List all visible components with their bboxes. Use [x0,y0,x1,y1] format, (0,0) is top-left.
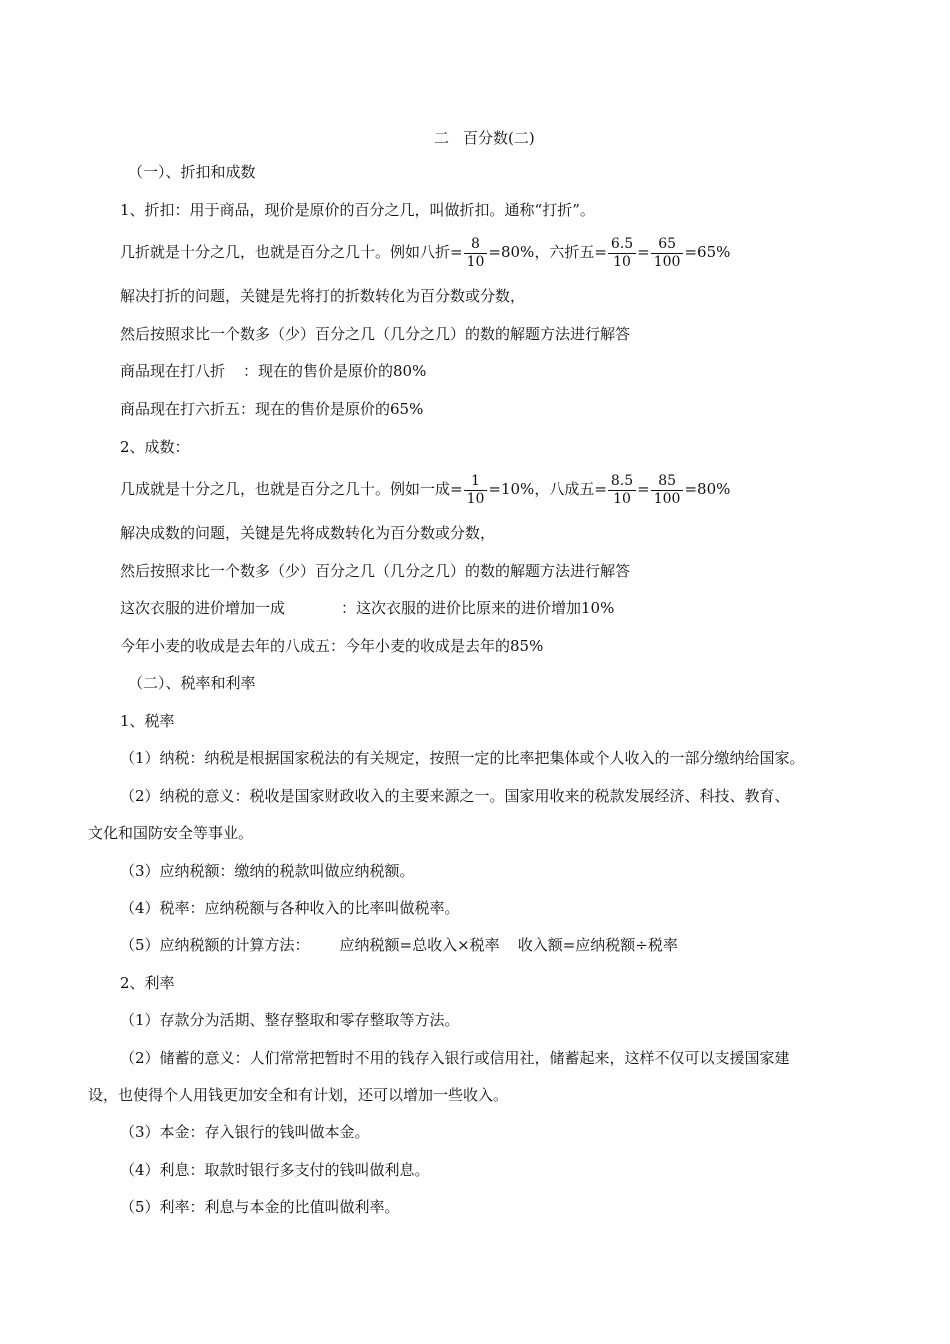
fraction [608,236,636,271]
tax-item-3: （3）应纳税额：缴纳的税款叫做应纳税额。 [120,862,415,880]
example-line [120,361,426,381]
cheng-example-formula [120,467,730,511]
example-term: 这次衣服的进价增加一成 [120,599,286,617]
interest-item-3: （3）本金：存入银行的钱叫做本金。 [120,1123,370,1141]
fraction [464,236,488,271]
numerator: 85 [651,473,684,491]
equals-sign: = [637,243,650,261]
formula-text: 几成就是十分之几，也就是百分之几十。例如一成= [120,480,463,498]
example-term: 商品现在打八折 [120,362,226,380]
equals-sign: = [637,480,650,498]
discount-definition: 1、折扣：用于商品，现价是原价的百分之几，叫做折扣。通称“打折”。 [120,201,595,219]
example-meaning: ：这次衣服的进价比原来的进价增加10% [341,599,615,617]
chapter-number: 二 [434,129,450,147]
tax-item-5 [120,935,678,955]
tax-item-1: （1）纳税：纳税是根据国家税法的有关规定，按照一定的比率把集体或个人收入的一部分缴纳给国家。 [120,749,805,767]
example-meaning: ：现在的售价是原价的80% [243,362,427,380]
formula-text: =10%，八成五= [488,480,607,498]
numerator: 1 [464,473,488,491]
example-line: 商品现在打六折五：现在的售价是原价的65% [120,400,424,418]
interest-item-2: （2）储蓄的意义：人们常常把暂时不用的钱存入银行或信用社，储蓄起来，这样不仅可以支援国家建 [120,1049,790,1067]
tax-formula-1: 应纳税额=总收入×税率 [339,936,500,954]
numerator: 8 [464,236,488,254]
subheading-interest: 2、利率 [120,974,175,992]
tax-formula-label: （5）应纳税额的计算方法： [120,936,310,954]
denominator: 100 [653,490,681,507]
section-heading-discount: （一）、折扣和成数 [128,163,256,181]
discount-example-formula [120,230,730,274]
paragraph: 然后按照求比一个数多（少）百分之几（几分之几）的数的解题方法进行解答 [120,562,631,580]
interest-item-5: （5）利率：利息与本金的比值叫做利率。 [120,1198,400,1216]
interest-item-2-cont: 设，也使得个人用钱更加安全和有计划，还可以增加一些收入。 [88,1086,509,1104]
fraction [464,473,488,508]
fraction [651,473,684,508]
numerator: 6.5 [608,236,636,254]
interest-item-1: （1）存款分为活期、整存整取和零存整取等方法。 [120,1011,460,1029]
subheading-cheng: 2、成数： [120,438,190,456]
tax-item-4: （4）税率：应纳税额与各种收入的比率叫做税率。 [120,899,460,917]
numerator: 8.5 [608,473,636,491]
formula-text: =65% [684,243,731,261]
denominator: 10 [613,253,631,270]
formula-text: =80%，六折五= [488,243,607,261]
denominator: 10 [613,490,631,507]
numerator: 65 [651,236,684,254]
formula-text: =80% [684,480,731,498]
example-line: 今年小麦的收成是去年的八成五：今年小麦的收成是去年的85% [120,637,544,655]
fraction [608,473,636,508]
interest-item-4: （4）利息：取款时银行多支付的钱叫做利息。 [120,1161,430,1179]
formula-text: 几折就是十分之几，也就是百分之几十。例如八折= [120,243,463,261]
tax-formula-2: 收入额=应纳税额÷税率 [517,936,678,954]
paragraph: 解决打折的问题，关键是先将打的折数转化为百分数或分数， [120,287,526,305]
denominator: 100 [653,253,681,270]
denominator: 10 [466,490,485,507]
example-line [120,598,614,618]
tax-item-2: （2）纳税的意义：税收是国家财政收入的主要来源之一。国家用收来的税款发展经济、科技、教育、 [120,787,790,805]
section-heading-tax-interest: （二）、税率和利率 [128,674,256,692]
paragraph: 然后按照求比一个数多（少）百分之几（几分之几）的数的解题方法进行解答 [120,325,631,343]
paragraph: 解决成数的问题，关键是先将成数转化为百分数或分数， [120,524,496,542]
denominator: 10 [466,253,485,270]
chapter-title: 百分数(二) [463,129,535,147]
tax-item-2-cont: 文化和国防安全等事业。 [88,824,254,842]
fraction [651,236,684,271]
page-title [434,128,535,148]
subheading-tax: 1、税率 [120,712,175,730]
